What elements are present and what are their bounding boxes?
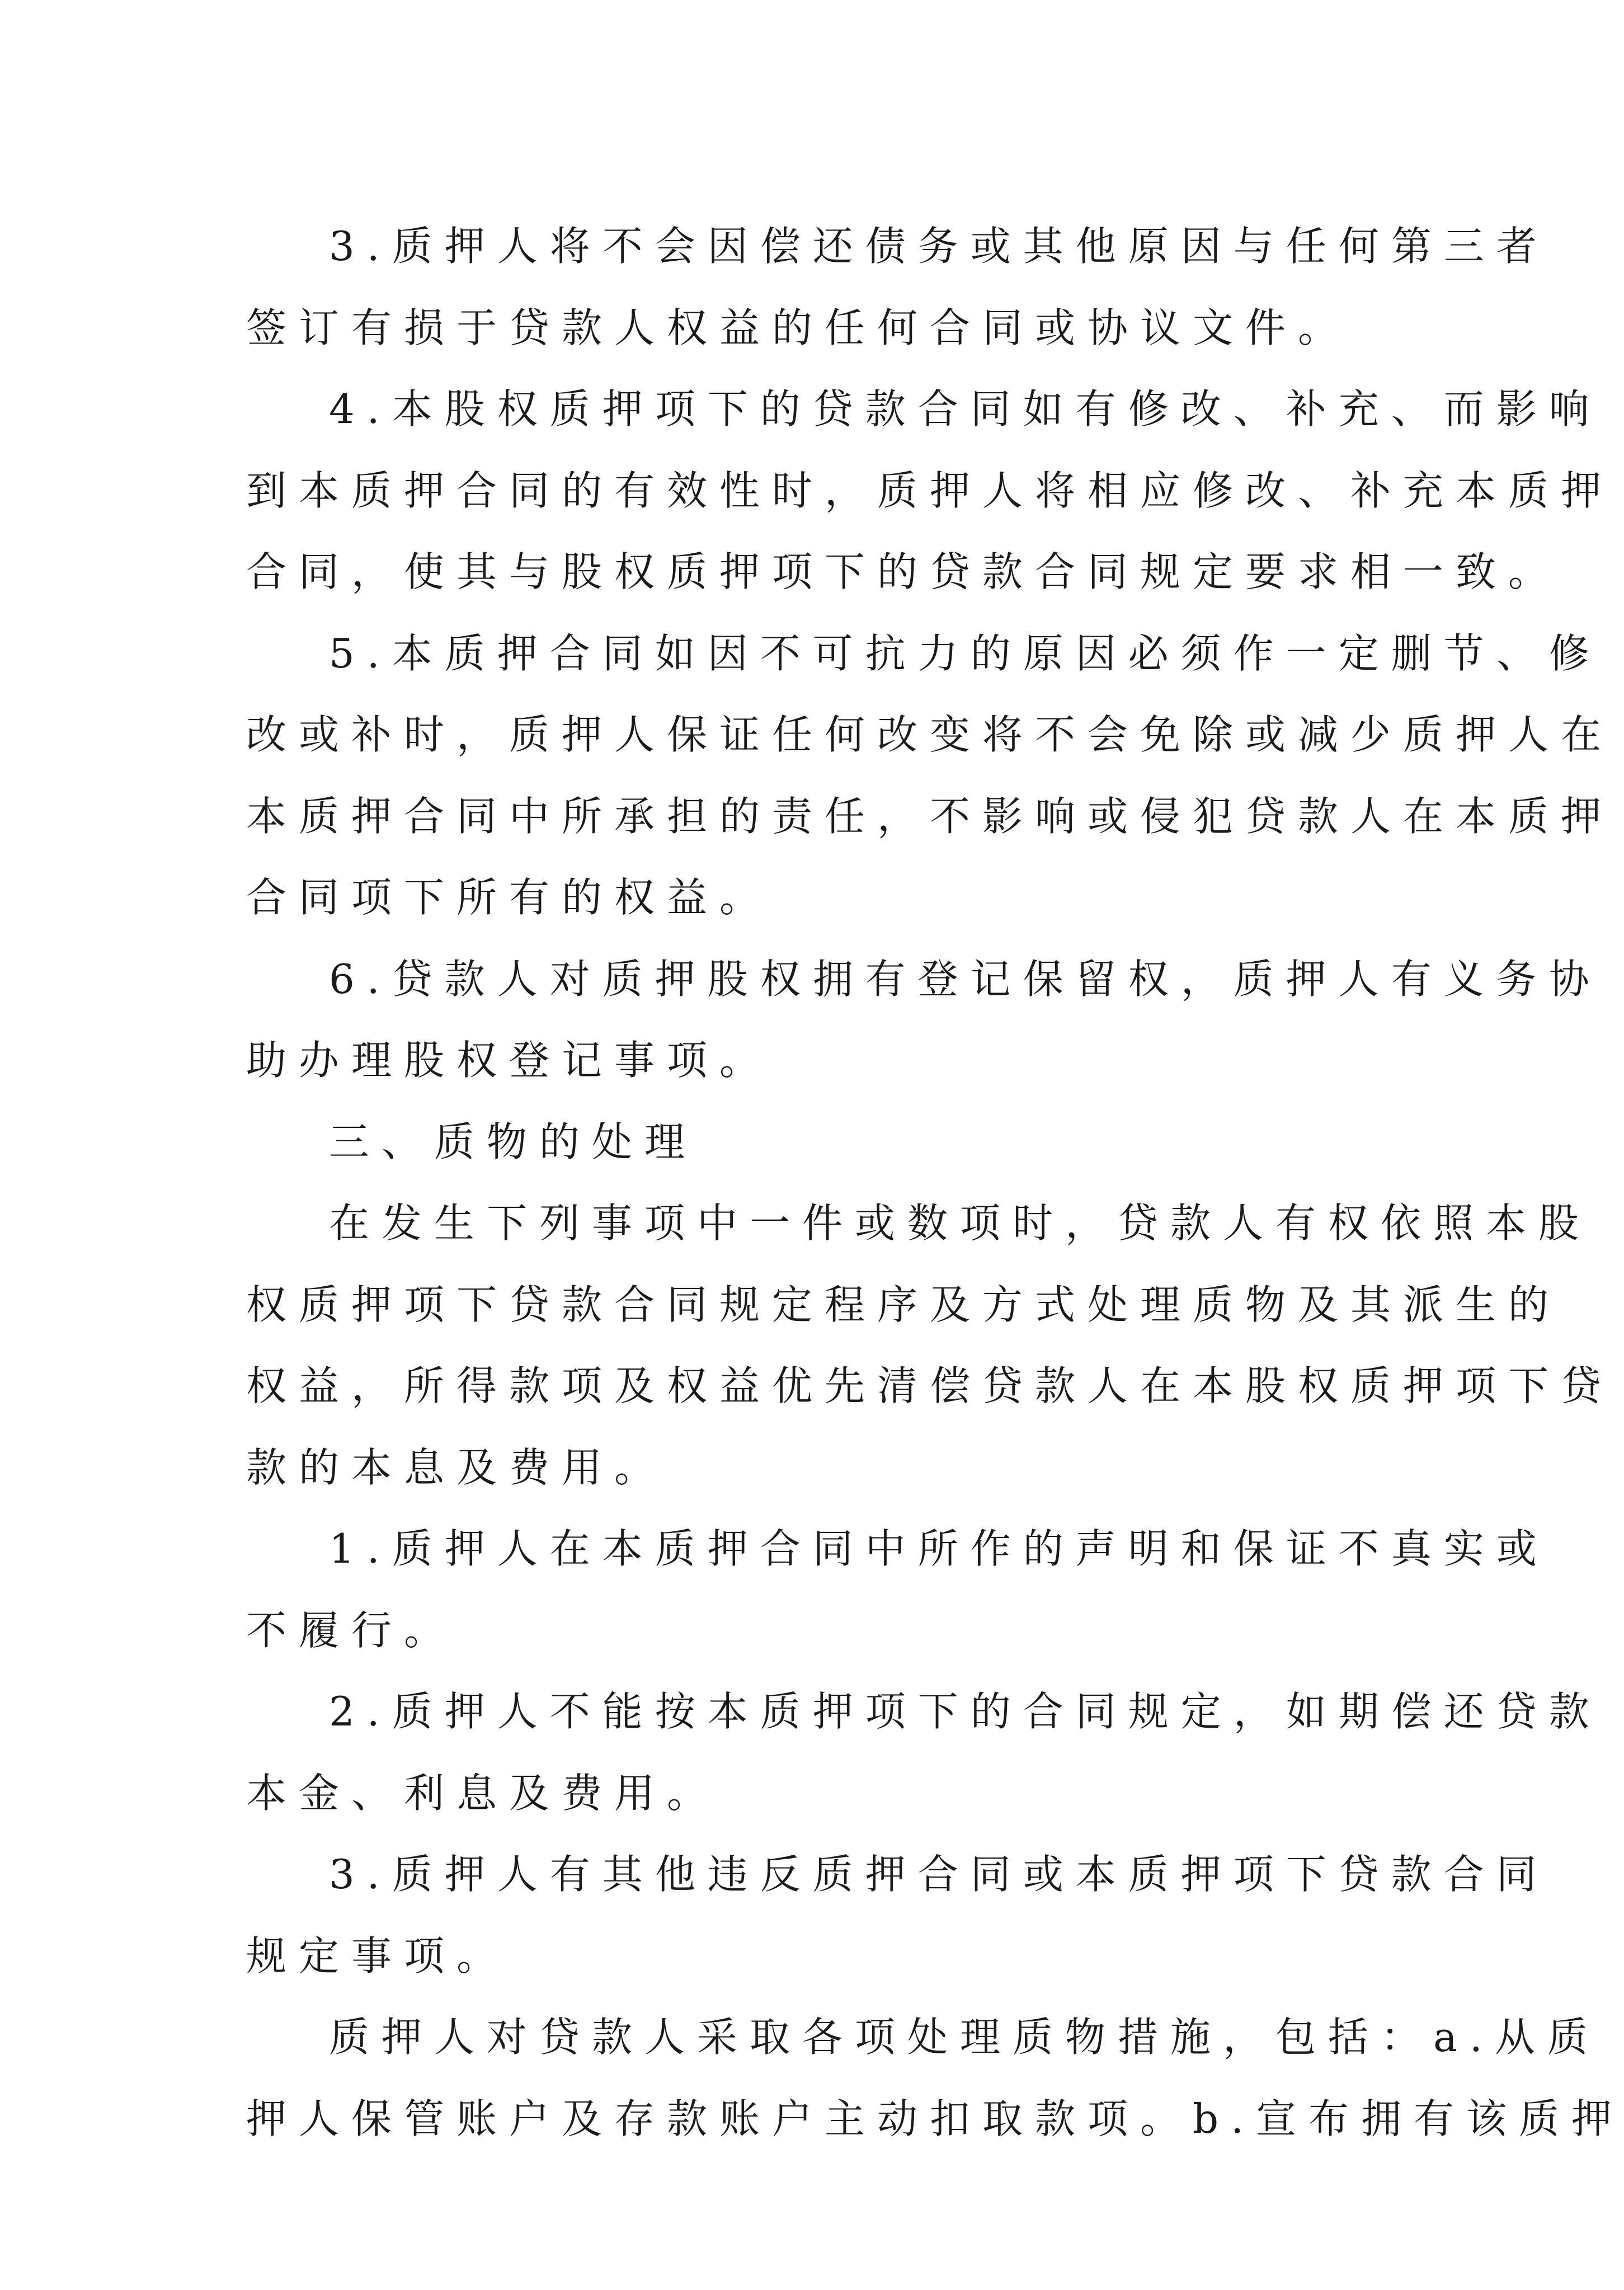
clause-5-line-2: 改或补时，质押人保证任何改变将不会免除或减少质押人在 [246,711,1614,758]
item-2-line-2: 本金、利息及费用。 [246,1769,720,1817]
clause-6-line-2: 助办理股权登记事项。 [246,1037,773,1084]
section-heading: 三、质物的处理 [329,1118,698,1165]
clause-6-line-1: 6.贷款人对质押股权拥有登记保留权，质押人有义务协 [329,955,1602,1003]
clause-3-line-2: 签订有损于贷款人权益的任何合同或协议文件。 [246,304,1351,351]
clause-4-line-3: 合同，使其与股权质押项下的贷款合同规定要求相一致。 [246,548,1561,595]
intro-line-2: 权质押项下贷款合同规定程序及方式处理质物及其派生的 [246,1281,1561,1328]
intro-line-4: 款的本息及费用。 [246,1443,667,1491]
measures-line-1: 质押人对贷款人采取各项处理质物措施，包括：a.从质 [329,2014,1600,2061]
intro-line-3: 权益，所得款项及权益优先清偿贷款人在本股权质押项下贷 [246,1362,1614,1409]
clause-5-line-3: 本质押合同中所承担的责任，不影响或侵犯贷款人在本质押 [246,792,1614,840]
item-3-line-1: 3.质押人有其他违反质押合同或本质押项下贷款合同 [329,1851,1549,1898]
item-3-line-2: 规定事项。 [246,1932,510,1979]
item-1-line-1: 1.质押人在本质押合同中所作的声明和保证不真实或 [329,1525,1549,1572]
item-2-line-1: 2.质押人不能按本质押项下的合同规定，如期偿还贷款 [329,1688,1602,1735]
item-1-line-2: 不履行。 [246,1606,457,1654]
clause-5-line-1: 5.本质押合同如因不可抗力的原因必须作一定删节、修 [329,629,1602,677]
intro-line-1: 在发生下列事项中一件或数项时，贷款人有权依照本股 [329,1200,1592,1247]
clause-4-line-1: 4.本股权质押项下的贷款合同如有修改、补充、而影响 [329,385,1602,432]
measures-line-2: 押人保管账户及存款账户主动扣取款项。b.宣布拥有该质押 [246,2095,1624,2142]
clause-5-line-4: 合同项下所有的权益。 [246,874,773,921]
document-body [246,206,1624,2160]
clause-4-line-2: 到本质押合同的有效性时，质押人将相应修改、补充本质押 [246,467,1614,514]
clause-3-line-1: 3.质押人将不会因偿还债务或其他原因与任何第三者 [329,223,1549,270]
